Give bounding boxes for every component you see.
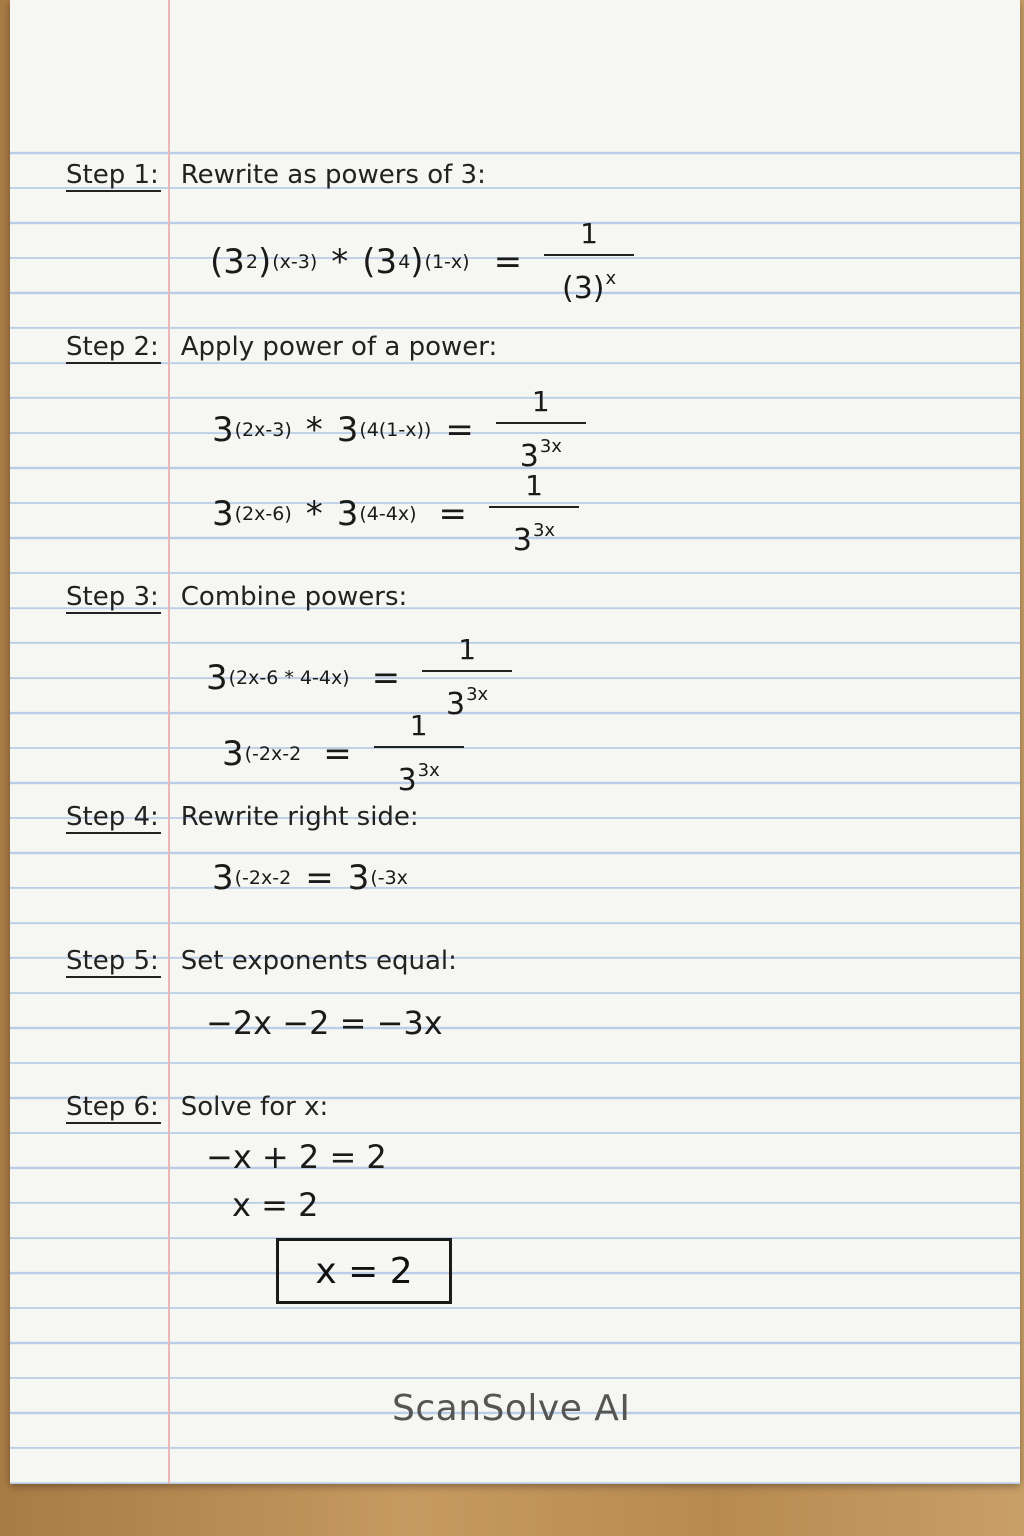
equals-sign: = bbox=[371, 658, 401, 698]
step-label: Step 2: bbox=[66, 332, 159, 362]
denominator-base: 3 bbox=[512, 523, 532, 558]
margin-line bbox=[168, 0, 170, 1484]
equation-3b bbox=[222, 710, 464, 798]
exponent: (4(1-x)) bbox=[359, 419, 432, 441]
denominator bbox=[520, 430, 562, 474]
base: 3 bbox=[336, 494, 359, 534]
operator: * bbox=[305, 410, 323, 450]
exponent: (2x-6) bbox=[234, 503, 292, 525]
paren: ) bbox=[258, 242, 272, 282]
step-5 bbox=[66, 946, 457, 978]
base: 3 bbox=[212, 858, 234, 898]
equals-sign: = bbox=[323, 734, 352, 774]
equals-sign: = bbox=[493, 242, 523, 282]
exponent: 3x bbox=[417, 760, 440, 781]
denominator bbox=[398, 754, 440, 798]
equation-1 bbox=[210, 218, 634, 306]
base: (3 bbox=[210, 242, 245, 282]
base: 3 bbox=[347, 858, 370, 898]
step-3 bbox=[66, 582, 407, 614]
exponent: (-3x bbox=[370, 867, 408, 889]
exponent: (x-3) bbox=[272, 251, 318, 273]
denominator bbox=[513, 514, 555, 558]
step-1 bbox=[66, 160, 486, 192]
numerator: 1 bbox=[525, 469, 543, 502]
equals-sign: = bbox=[438, 494, 467, 534]
numerator: 1 bbox=[409, 709, 428, 742]
operator: * bbox=[331, 242, 349, 282]
exponent: (1-x) bbox=[424, 251, 470, 273]
denominator-base: 3 bbox=[397, 763, 417, 798]
final-answer-box: x = 2 bbox=[276, 1238, 452, 1304]
numerator: 1 bbox=[531, 385, 550, 418]
step-description: Solve for x: bbox=[180, 1092, 329, 1122]
step-2 bbox=[66, 332, 497, 364]
equals-sign: = bbox=[305, 858, 334, 898]
denominator-base: 3 bbox=[519, 439, 539, 474]
exponent: (2x-3) bbox=[234, 419, 292, 441]
step-4 bbox=[66, 802, 419, 834]
base: 3 bbox=[336, 410, 359, 450]
fraction-bar bbox=[422, 670, 512, 672]
step-description: Rewrite as powers of 3: bbox=[180, 160, 486, 190]
step-description: Rewrite right side: bbox=[180, 802, 419, 832]
exponent: (-2x-2 bbox=[234, 867, 292, 889]
equals-sign: = bbox=[445, 410, 474, 450]
step-description: Combine powers: bbox=[180, 582, 408, 612]
exponent: (-2x-2 bbox=[244, 743, 302, 765]
base: 3 bbox=[212, 494, 234, 534]
notebook-page bbox=[10, 0, 1020, 1484]
fraction bbox=[489, 470, 579, 558]
step-label: Step 3: bbox=[66, 582, 159, 612]
step-label: Step 5: bbox=[66, 946, 159, 976]
step-label: Step 4: bbox=[66, 802, 159, 832]
base: 3 bbox=[206, 658, 228, 698]
fraction-bar bbox=[496, 422, 586, 424]
paren: ) bbox=[410, 242, 424, 282]
exponent: 3x bbox=[539, 436, 562, 457]
base: 3 bbox=[212, 410, 234, 450]
equation-2a bbox=[212, 386, 586, 474]
equation-4 bbox=[212, 858, 408, 898]
equation-6b: x = 2 bbox=[232, 1186, 319, 1224]
equation-5: −2x −2 = −3x bbox=[206, 1004, 443, 1042]
numerator: 1 bbox=[580, 217, 598, 250]
equation-6a: −x + 2 = 2 bbox=[206, 1138, 387, 1176]
page-header-area bbox=[10, 0, 1020, 150]
step-description: Apply power of a power: bbox=[180, 332, 498, 362]
equation-2b bbox=[212, 470, 579, 558]
fraction-bar bbox=[544, 254, 634, 256]
exponent: (4-4x) bbox=[359, 503, 417, 525]
fraction bbox=[544, 218, 634, 306]
denominator bbox=[562, 262, 616, 306]
brand-watermark: ScanSolve AI bbox=[392, 1388, 631, 1429]
fraction-bar bbox=[489, 506, 579, 508]
base: 3 bbox=[222, 734, 244, 774]
exponent: x bbox=[605, 268, 617, 289]
fraction bbox=[496, 386, 586, 474]
exponent: 4 bbox=[398, 251, 411, 273]
fraction bbox=[374, 710, 464, 798]
fraction-bar bbox=[374, 746, 464, 748]
exponent: (2x-6 * 4-4x) bbox=[228, 667, 350, 689]
numerator: 1 bbox=[458, 633, 477, 666]
exponent: 3x bbox=[532, 520, 556, 541]
fraction bbox=[422, 634, 512, 722]
exponent: 3x bbox=[466, 684, 489, 705]
denominator-base: (3) bbox=[561, 271, 605, 306]
exponent: 2 bbox=[245, 251, 258, 273]
equation-3a bbox=[206, 634, 512, 722]
base: (3 bbox=[362, 242, 398, 282]
step-6 bbox=[66, 1092, 328, 1124]
step-label: Step 6: bbox=[66, 1092, 159, 1122]
denominator-base: 3 bbox=[446, 687, 466, 722]
operator: * bbox=[305, 494, 323, 534]
step-description: Set exponents equal: bbox=[180, 946, 457, 976]
step-label: Step 1: bbox=[66, 160, 159, 190]
